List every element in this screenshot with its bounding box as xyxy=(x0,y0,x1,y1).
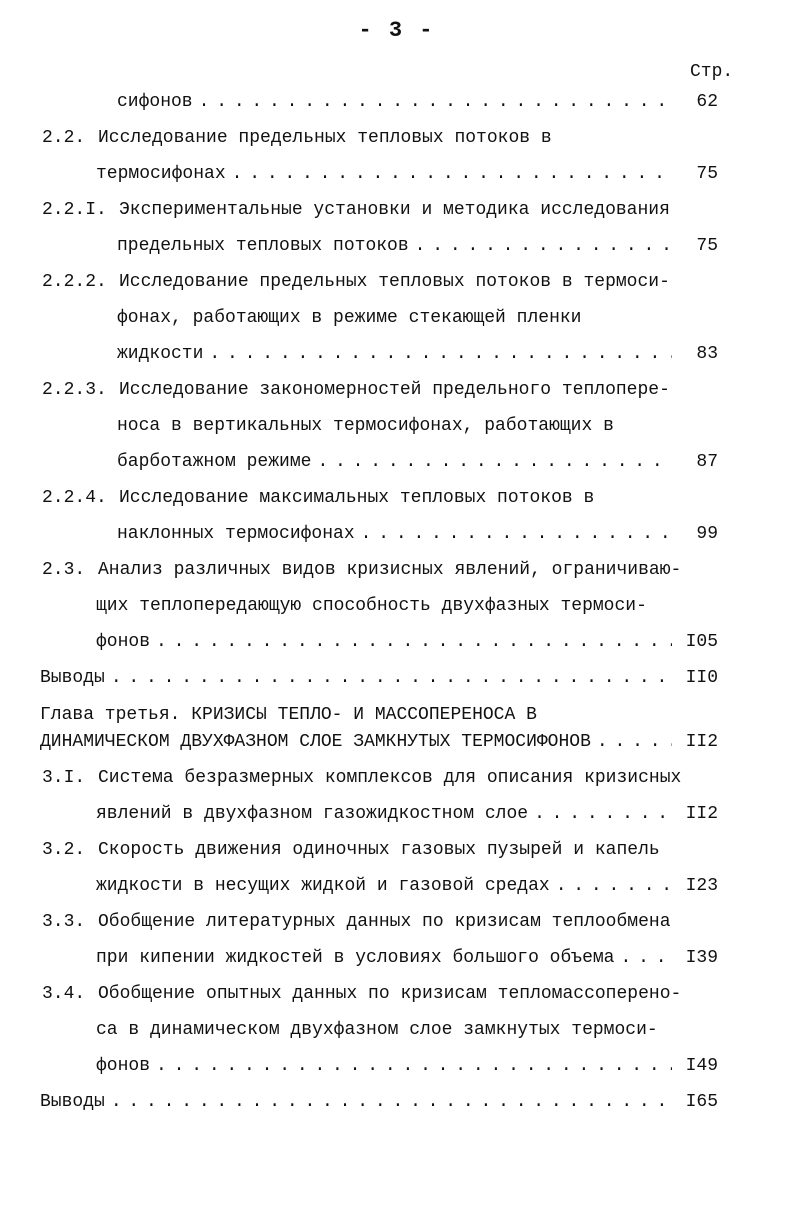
toc-entry-text: Система безразмерных комплексов для описания кризисных xyxy=(98,768,682,788)
toc-entry-text: наклонных термосифонах xyxy=(117,524,355,544)
toc-entry-text: термосифонах xyxy=(96,164,226,184)
toc-entry-text: Исследование предельных тепловых потоков в xyxy=(98,128,552,148)
toc-line xyxy=(96,948,672,978)
toc-line xyxy=(96,164,672,194)
section-number: 2.2.3. xyxy=(42,380,107,400)
page-ref: I23 xyxy=(685,876,718,896)
leader-dots xyxy=(556,876,672,896)
page-ref: II2 xyxy=(685,804,718,824)
page-ref: I65 xyxy=(685,1092,718,1112)
toc-entry-text: носа в вертикальных термосифонах, работающих в xyxy=(117,416,614,436)
leader-dots xyxy=(597,732,672,752)
section-number: 3.4. xyxy=(42,984,86,1004)
page-ref: I05 xyxy=(685,632,718,652)
toc-line xyxy=(42,912,671,942)
toc-line xyxy=(117,452,672,482)
section-number: 3.3. xyxy=(42,912,86,932)
toc-line xyxy=(96,1056,672,1086)
section-number: 2.2.I. xyxy=(42,200,107,220)
toc-line xyxy=(42,840,660,870)
toc-line xyxy=(42,272,670,302)
toc-line xyxy=(40,705,537,735)
toc-entry-text: Выводы xyxy=(40,1092,105,1112)
toc-entry-text: Исследование предельных тепловых потоков в термоси- xyxy=(119,272,670,292)
toc-entry-text: сифонов xyxy=(117,92,193,112)
toc-entry-text: Глава третья. КРИЗИСЫ ТЕПЛО- И МАССОПЕРЕНОСА В xyxy=(40,705,537,725)
toc-entry-text: Исследование закономерностей предельного теплопере- xyxy=(119,380,670,400)
toc-entry-text: предельных тепловых потоков xyxy=(117,236,409,256)
toc-entry-text: Скорость движения одиночных газовых пузырей и капель xyxy=(98,840,660,860)
toc-line xyxy=(42,488,594,518)
toc-line xyxy=(42,560,681,590)
page-ref: I39 xyxy=(685,948,718,968)
toc-line xyxy=(42,768,681,798)
toc-line xyxy=(117,308,581,338)
leader-dots xyxy=(156,1056,672,1076)
page-ref: 75 xyxy=(696,236,718,256)
toc-line xyxy=(117,92,672,122)
toc-entry-text: фонов xyxy=(96,632,151,652)
page-ref: 87 xyxy=(696,452,718,472)
toc-line xyxy=(117,416,614,446)
toc-entry-text: Исследование максимальных тепловых потоков в xyxy=(119,488,595,508)
page-ref: 83 xyxy=(696,344,718,364)
toc-line xyxy=(42,380,670,410)
page-ref: II2 xyxy=(685,732,718,752)
section-number: 2.2.2. xyxy=(42,272,107,292)
leader-dots xyxy=(317,452,672,472)
page-ref: 62 xyxy=(696,92,718,112)
page-ref: 75 xyxy=(696,164,718,184)
toc-entry-text: Выводы xyxy=(40,668,105,688)
toc-entry-text: Обобщение литературных данных по кризисам теплообмена xyxy=(98,912,671,932)
page-ref: 99 xyxy=(696,524,718,544)
section-number: 3.2. xyxy=(42,840,86,860)
toc-line xyxy=(40,668,672,698)
leader-dots xyxy=(111,668,672,688)
section-number: 2.2.4. xyxy=(42,488,107,508)
toc-line xyxy=(40,732,672,762)
toc-entry-text: Обобщение опытных данных по кризисам тепломассоперено- xyxy=(98,984,682,1004)
toc-entry-text: щих теплопередающую способность двухфазных термоси- xyxy=(96,596,647,616)
toc-entry-text: фонов xyxy=(96,1056,151,1076)
leader-dots xyxy=(111,1092,672,1112)
page-ref: II0 xyxy=(685,668,718,688)
toc-line xyxy=(96,876,672,906)
toc-entry-text: барботажном режиме xyxy=(117,452,312,472)
section-number: 2.2. xyxy=(42,128,86,148)
leader-dots xyxy=(209,344,672,364)
toc-entry-text: фонах, работающих в режиме стекающей пленки xyxy=(117,308,582,328)
toc-line xyxy=(117,344,672,374)
toc-line xyxy=(42,984,681,1014)
toc-line xyxy=(42,200,670,230)
toc-line xyxy=(96,596,647,626)
toc-entry-text: Экспериментальные установки и методика исследования xyxy=(119,200,670,220)
leader-dots xyxy=(620,948,672,968)
toc-entry-text: жидкости xyxy=(117,344,204,364)
toc-entry-text: Анализ различных видов кризисных явлений, ограничиваю- xyxy=(98,560,682,580)
toc-line xyxy=(96,804,672,834)
page-column-label: Стр. xyxy=(690,62,734,82)
leader-dots xyxy=(199,92,672,112)
toc-entry-text: са в динамическом двухфазном слое замкнутых термоси- xyxy=(96,1020,658,1040)
toc-entry-text: при кипении жидкостей в условиях большого объема xyxy=(96,948,615,968)
toc-line xyxy=(117,524,672,554)
leader-dots xyxy=(232,164,672,184)
toc-line xyxy=(96,1020,658,1050)
toc-entry-text: явлений в двухфазном газожидкостном слое xyxy=(96,804,529,824)
toc-line xyxy=(96,632,672,662)
page-number: - 3 - xyxy=(358,18,435,43)
toc-line xyxy=(40,1092,672,1122)
page-ref: I49 xyxy=(685,1056,718,1076)
leader-dots xyxy=(415,236,672,256)
section-number: 2.3. xyxy=(42,560,86,580)
toc-line xyxy=(117,236,672,266)
toc-entry-text: ДИНАМИЧЕСКОМ ДВУХФАЗНОМ СЛОЕ ЗАМКНУТЫХ ТЕРМОСИФОНОВ xyxy=(40,732,591,752)
toc-entry-text: жидкости в несущих жидкой и газовой средах xyxy=(96,876,550,896)
section-number: 3.I. xyxy=(42,768,86,788)
toc-line xyxy=(42,128,552,158)
leader-dots xyxy=(156,632,672,652)
leader-dots xyxy=(534,804,672,824)
leader-dots xyxy=(361,524,672,544)
